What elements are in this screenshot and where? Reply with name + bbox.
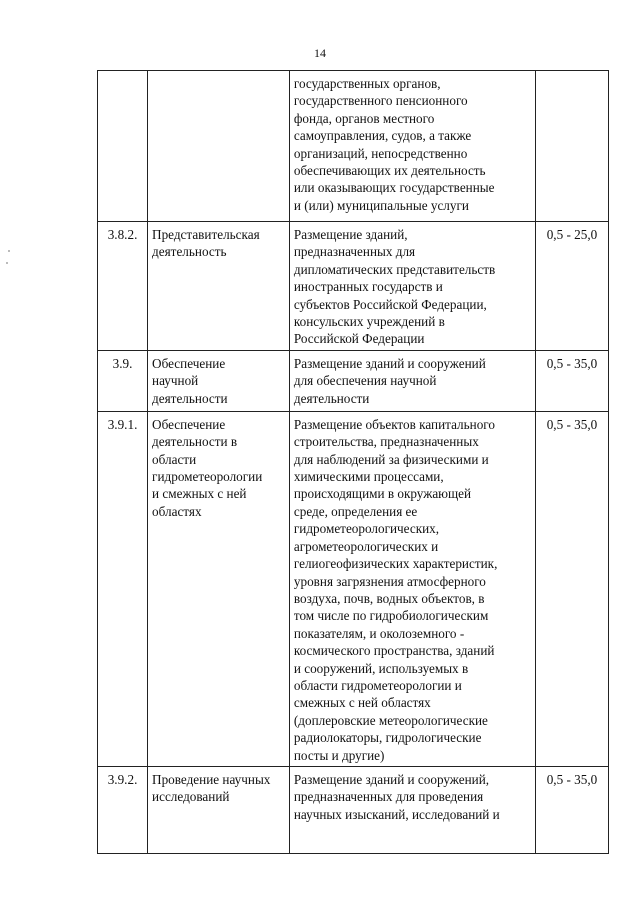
name-line: исследований — [152, 789, 230, 805]
row-value: 0,5 - 25,0 — [535, 222, 608, 351]
description-line: уровня загрязнения атмосферного — [293, 573, 486, 589]
row-description — [289, 71, 535, 222]
name-line: деятельности — [152, 390, 228, 406]
name-line: деятельности в — [152, 434, 238, 450]
description-line: предназначенных для проведения — [293, 789, 484, 805]
description-line: организаций, непосредственно — [293, 145, 468, 161]
description-line: происходящими в окружающей — [293, 486, 472, 502]
description-line: космического пространства, зданий — [293, 643, 495, 659]
description-line: консульских учреждений в — [293, 314, 445, 330]
description-line: государственных органов, — [293, 76, 441, 91]
row-name — [148, 411, 290, 766]
row-value: 0,5 - 35,0 — [535, 766, 608, 853]
description-line: деятельности — [293, 390, 370, 406]
table-row — [98, 222, 609, 351]
description-line: субъектов Российской Федерации, — [293, 296, 487, 312]
land-use-table — [97, 70, 609, 854]
description-line: или оказывающих государственные — [293, 180, 495, 196]
row-name — [148, 222, 290, 351]
row-description — [289, 222, 535, 351]
description-line: том числе по гидробиологическим — [293, 608, 489, 624]
description-line: (доплеровские метеорологические — [293, 712, 488, 728]
name-line: и смежных с ней — [152, 486, 247, 502]
description-line: фонда, органов местного — [293, 110, 435, 126]
margin-mark — [8, 250, 10, 252]
row-value: 0,5 - 35,0 — [535, 350, 608, 411]
description-line: среде, определения ее — [293, 503, 418, 519]
row-name — [148, 766, 290, 853]
description-line: для обеспечения научной — [293, 373, 437, 389]
description-line: воздуха, почв, водных объектов, в — [293, 590, 485, 606]
description-line: для наблюдений за физическими и — [293, 451, 489, 467]
table-body — [98, 71, 609, 854]
description-line: Размещение объектов капитального — [293, 416, 495, 432]
description-line: обеспечивающих их деятельность — [293, 163, 486, 179]
description-line: посты и другие) — [293, 747, 385, 763]
name-line: Представительская — [152, 227, 260, 242]
row-description — [289, 350, 535, 411]
description-line: государственного пенсионного — [293, 93, 468, 109]
description-line: химическими процессами, — [293, 469, 444, 485]
row-description — [289, 766, 535, 853]
row-description — [289, 411, 535, 766]
description-line: гидрометеорологических, — [293, 521, 440, 537]
description-line: Размещение зданий и сооружений, — [293, 771, 490, 787]
description-line: области гидрометеорологии и — [293, 677, 462, 693]
name-line: Обеспечение — [152, 416, 226, 432]
name-line: деятельность — [152, 244, 227, 260]
description-line: и сооружений, используемых в — [293, 660, 469, 676]
table-row — [98, 350, 609, 411]
row-code — [98, 71, 148, 222]
description-line: Размещение зданий и сооружений — [293, 355, 486, 371]
row-value — [535, 71, 608, 222]
name-line: областях — [152, 503, 202, 519]
row-code: 3.8.2. — [98, 222, 148, 351]
description-line: иностранных государств и — [293, 279, 443, 295]
description-line: смежных с ней областях — [293, 695, 431, 711]
row-name — [148, 350, 290, 411]
name-line: области — [152, 451, 197, 467]
description-line: радиолокаторы, гидрологические — [293, 730, 482, 746]
row-code: 3.9.2. — [98, 766, 148, 853]
name-line: Обеспечение — [152, 355, 226, 371]
description-line: показателям, и околоземного - — [293, 625, 465, 641]
row-code: 3.9. — [98, 350, 148, 411]
description-line: строительства, предназначенных — [293, 434, 479, 450]
table-row — [98, 766, 609, 853]
margin-mark — [6, 262, 8, 264]
table-row — [98, 71, 609, 222]
description-line: самоуправления, судов, а также — [293, 128, 472, 144]
table-row — [98, 411, 609, 766]
description-line: предназначенных для — [293, 244, 416, 260]
description-line: Российской Федерации — [293, 331, 425, 347]
description-line: Размещение зданий, — [293, 227, 408, 242]
description-line: и (или) муниципальные услуги — [293, 197, 469, 213]
page-number: 14 — [314, 46, 326, 60]
row-code: 3.9.1. — [98, 411, 148, 766]
description-line: научных изысканий, исследований и — [293, 806, 500, 822]
description-line: агрометеорологических и — [293, 538, 439, 554]
row-name — [148, 71, 290, 222]
row-value: 0,5 - 35,0 — [535, 411, 608, 766]
name-line: гидрометеорологии — [152, 469, 263, 485]
name-line: Проведение научных — [152, 771, 271, 787]
description-line: гелиогеофизических характеристик, — [293, 556, 498, 572]
description-line: дипломатических представительств — [293, 261, 496, 277]
name-line: научной — [152, 373, 199, 389]
